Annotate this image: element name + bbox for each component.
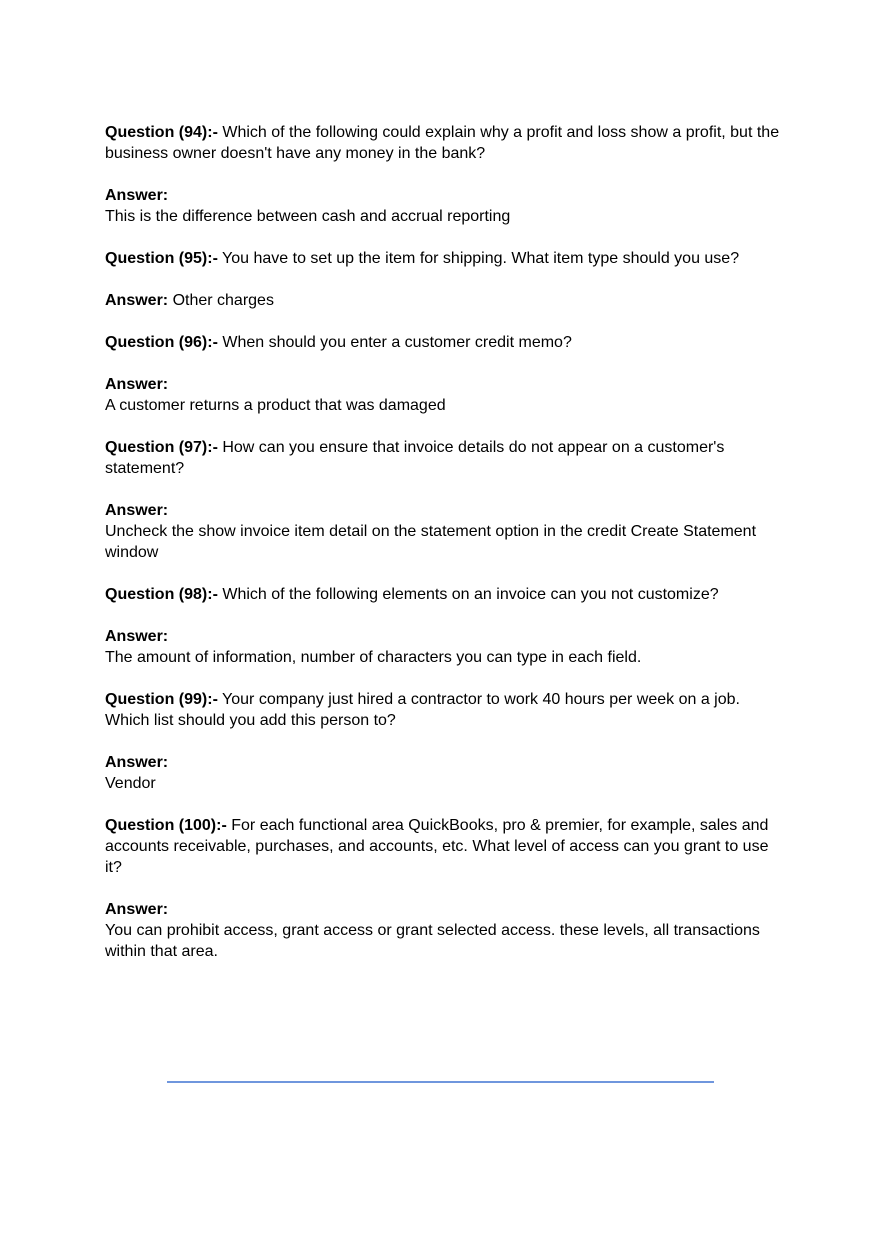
answer-94 bbox=[105, 185, 785, 227]
answer-text: Vendor bbox=[105, 775, 156, 792]
question-label: Question (95):- bbox=[105, 250, 218, 267]
answer-text: Uncheck the show invoice item detail on the statement option in the credit Create Statement window bbox=[105, 523, 757, 561]
question-text: You have to set up the item for shipping. What item type should you use? bbox=[217, 250, 740, 267]
answer-100 bbox=[105, 899, 785, 962]
document-page bbox=[105, 122, 785, 983]
question-text: Your company just hired a contractor to work 40 hours per week on a job. Which list should you add this person to? bbox=[105, 691, 740, 729]
question-98 bbox=[105, 584, 785, 605]
answer-label: Answer: bbox=[105, 292, 169, 309]
question-label: Question (98):- bbox=[105, 586, 218, 603]
answer-label: Answer: bbox=[105, 901, 169, 918]
answer-text: You can prohibit access, grant access or grant selected access. these levels, all transactions within that area. bbox=[105, 922, 760, 960]
answer-label: Answer: bbox=[105, 502, 169, 519]
question-99 bbox=[105, 689, 785, 731]
answer-label: Answer: bbox=[105, 376, 169, 393]
answer-text: The amount of information, number of characters you can type in each field. bbox=[105, 649, 642, 666]
answer-text: This is the difference between cash and accrual reporting bbox=[105, 208, 511, 225]
answer-97 bbox=[105, 500, 785, 563]
question-label: Question (100):- bbox=[105, 817, 227, 834]
question-text: Which of the following could explain why a profit and loss show a profit, but the business owner doesn't have any money in the bank? bbox=[105, 124, 780, 162]
answer-98 bbox=[105, 626, 785, 668]
question-label: Question (97):- bbox=[105, 439, 218, 456]
question-100 bbox=[105, 815, 785, 878]
answer-label: Answer: bbox=[105, 187, 169, 204]
question-label: Question (96):- bbox=[105, 334, 218, 351]
question-96 bbox=[105, 332, 785, 353]
answer-text: A customer returns a product that was damaged bbox=[105, 397, 446, 414]
question-95 bbox=[105, 248, 785, 269]
question-text: For each functional area QuickBooks, pro & premier, for example, sales and accounts receivable, purchases, and accounts, etc. What level of access can you grant to use it? bbox=[105, 817, 769, 876]
answer-label: Answer: bbox=[105, 628, 169, 645]
question-text: How can you ensure that invoice details do not appear on a customer's statement? bbox=[105, 439, 725, 477]
question-94 bbox=[105, 122, 785, 164]
question-text: Which of the following elements on an invoice can you not customize? bbox=[217, 586, 719, 603]
answer-96 bbox=[105, 374, 785, 416]
answer-label: Answer: bbox=[105, 754, 169, 771]
question-label: Question (99):- bbox=[105, 691, 218, 708]
question-97 bbox=[105, 437, 785, 479]
answer-text: Other charges bbox=[168, 292, 274, 309]
footer-divider bbox=[167, 1081, 714, 1083]
question-text: When should you enter a customer credit memo? bbox=[217, 334, 572, 351]
answer-99 bbox=[105, 752, 785, 794]
question-label: Question (94):- bbox=[105, 124, 218, 141]
answer-95 bbox=[105, 290, 785, 311]
